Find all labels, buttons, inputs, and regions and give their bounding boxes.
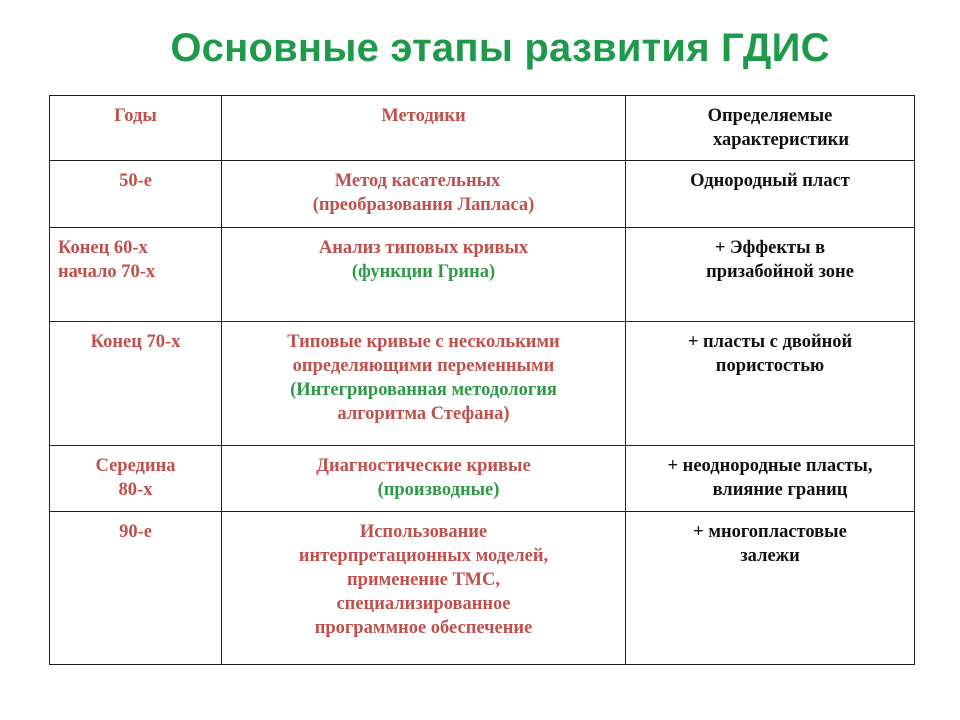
row-years-text: Середина (95, 456, 176, 476)
row-methods-cell (222, 228, 626, 322)
row-characteristics-text: призабойной зоне (706, 262, 854, 282)
table-header-row (50, 96, 915, 161)
row-years-text: 50-е (119, 171, 152, 191)
row-methods-note: (Интегрированная методология (290, 380, 557, 400)
row-characteristics-text: + Эффекты в (714, 238, 826, 258)
table-row (50, 446, 915, 512)
row-methods-text: интерпретационных моделей, (298, 546, 549, 566)
header-years (50, 96, 222, 161)
table-row (50, 512, 915, 665)
row-methods-text: специализированное (336, 594, 511, 614)
row-years-cell (50, 161, 222, 228)
row-methods-text: Типовые кривые с несколькими (287, 332, 560, 352)
slide-title: Основные этапы развития ГДИС (170, 26, 830, 70)
row-years-text: начало 70-х (58, 262, 156, 282)
row-methods-cell (222, 322, 626, 446)
row-years-text: 90-е (119, 522, 152, 542)
row-methods-note: алгоритма Стефана) (337, 404, 510, 424)
table-row (50, 161, 915, 228)
row-methods-note: (производные) (377, 480, 500, 500)
row-methods-text: Диагностические кривые (316, 456, 531, 476)
row-characteristics-cell (626, 446, 915, 512)
row-methods-text: определяющими переменными (292, 356, 555, 376)
row-methods-text: Анализ типовых кривых (318, 238, 529, 258)
row-characteristics-cell (626, 512, 915, 665)
row-years-cell (50, 322, 222, 446)
row-methods-cell (222, 161, 626, 228)
table-row (50, 228, 915, 322)
row-characteristics-text: залежи (740, 546, 800, 566)
row-years-text: 80-х (118, 480, 153, 500)
row-years-cell (50, 446, 222, 512)
row-methods-text: Использование (359, 522, 488, 542)
row-years-text: Конец 70-х (90, 332, 181, 352)
row-characteristics-cell (626, 228, 915, 322)
header-characteristics (626, 96, 915, 161)
row-methods-text: применение ТМС, (347, 570, 500, 590)
stages-table (49, 95, 915, 665)
row-methods-note: (функции Грина) (351, 262, 496, 282)
row-methods-text: Метод касательных (334, 171, 501, 191)
row-methods-cell (222, 446, 626, 512)
row-methods-text: программное обеспечение (314, 618, 533, 638)
header-characteristics-line1: Определяемые (707, 106, 833, 126)
row-methods-note: (преобразования Лапласа) (312, 195, 535, 215)
header-years-label: Годы (114, 106, 157, 126)
row-characteristics-cell (626, 161, 915, 228)
header-characteristics-line2: характеристики (713, 130, 849, 150)
row-characteristics-text: + неоднородные пласты, (667, 456, 873, 476)
row-characteristics-text: + пласты с двойной (687, 332, 853, 352)
row-characteristics-cell (626, 322, 915, 446)
row-characteristics-text: пористостью (715, 356, 825, 376)
row-characteristics-text: влияние границ (712, 480, 848, 500)
header-methods (222, 96, 626, 161)
row-years-cell (50, 512, 222, 665)
row-years-cell (50, 228, 222, 322)
row-characteristics-text: Однородный пласт (690, 171, 850, 191)
row-years-text: Конец 60-х (58, 238, 148, 258)
row-methods-cell (222, 512, 626, 665)
header-methods-label: Методики (381, 106, 466, 126)
row-characteristics-text: + многопластовые (693, 522, 847, 542)
table-row (50, 322, 915, 446)
